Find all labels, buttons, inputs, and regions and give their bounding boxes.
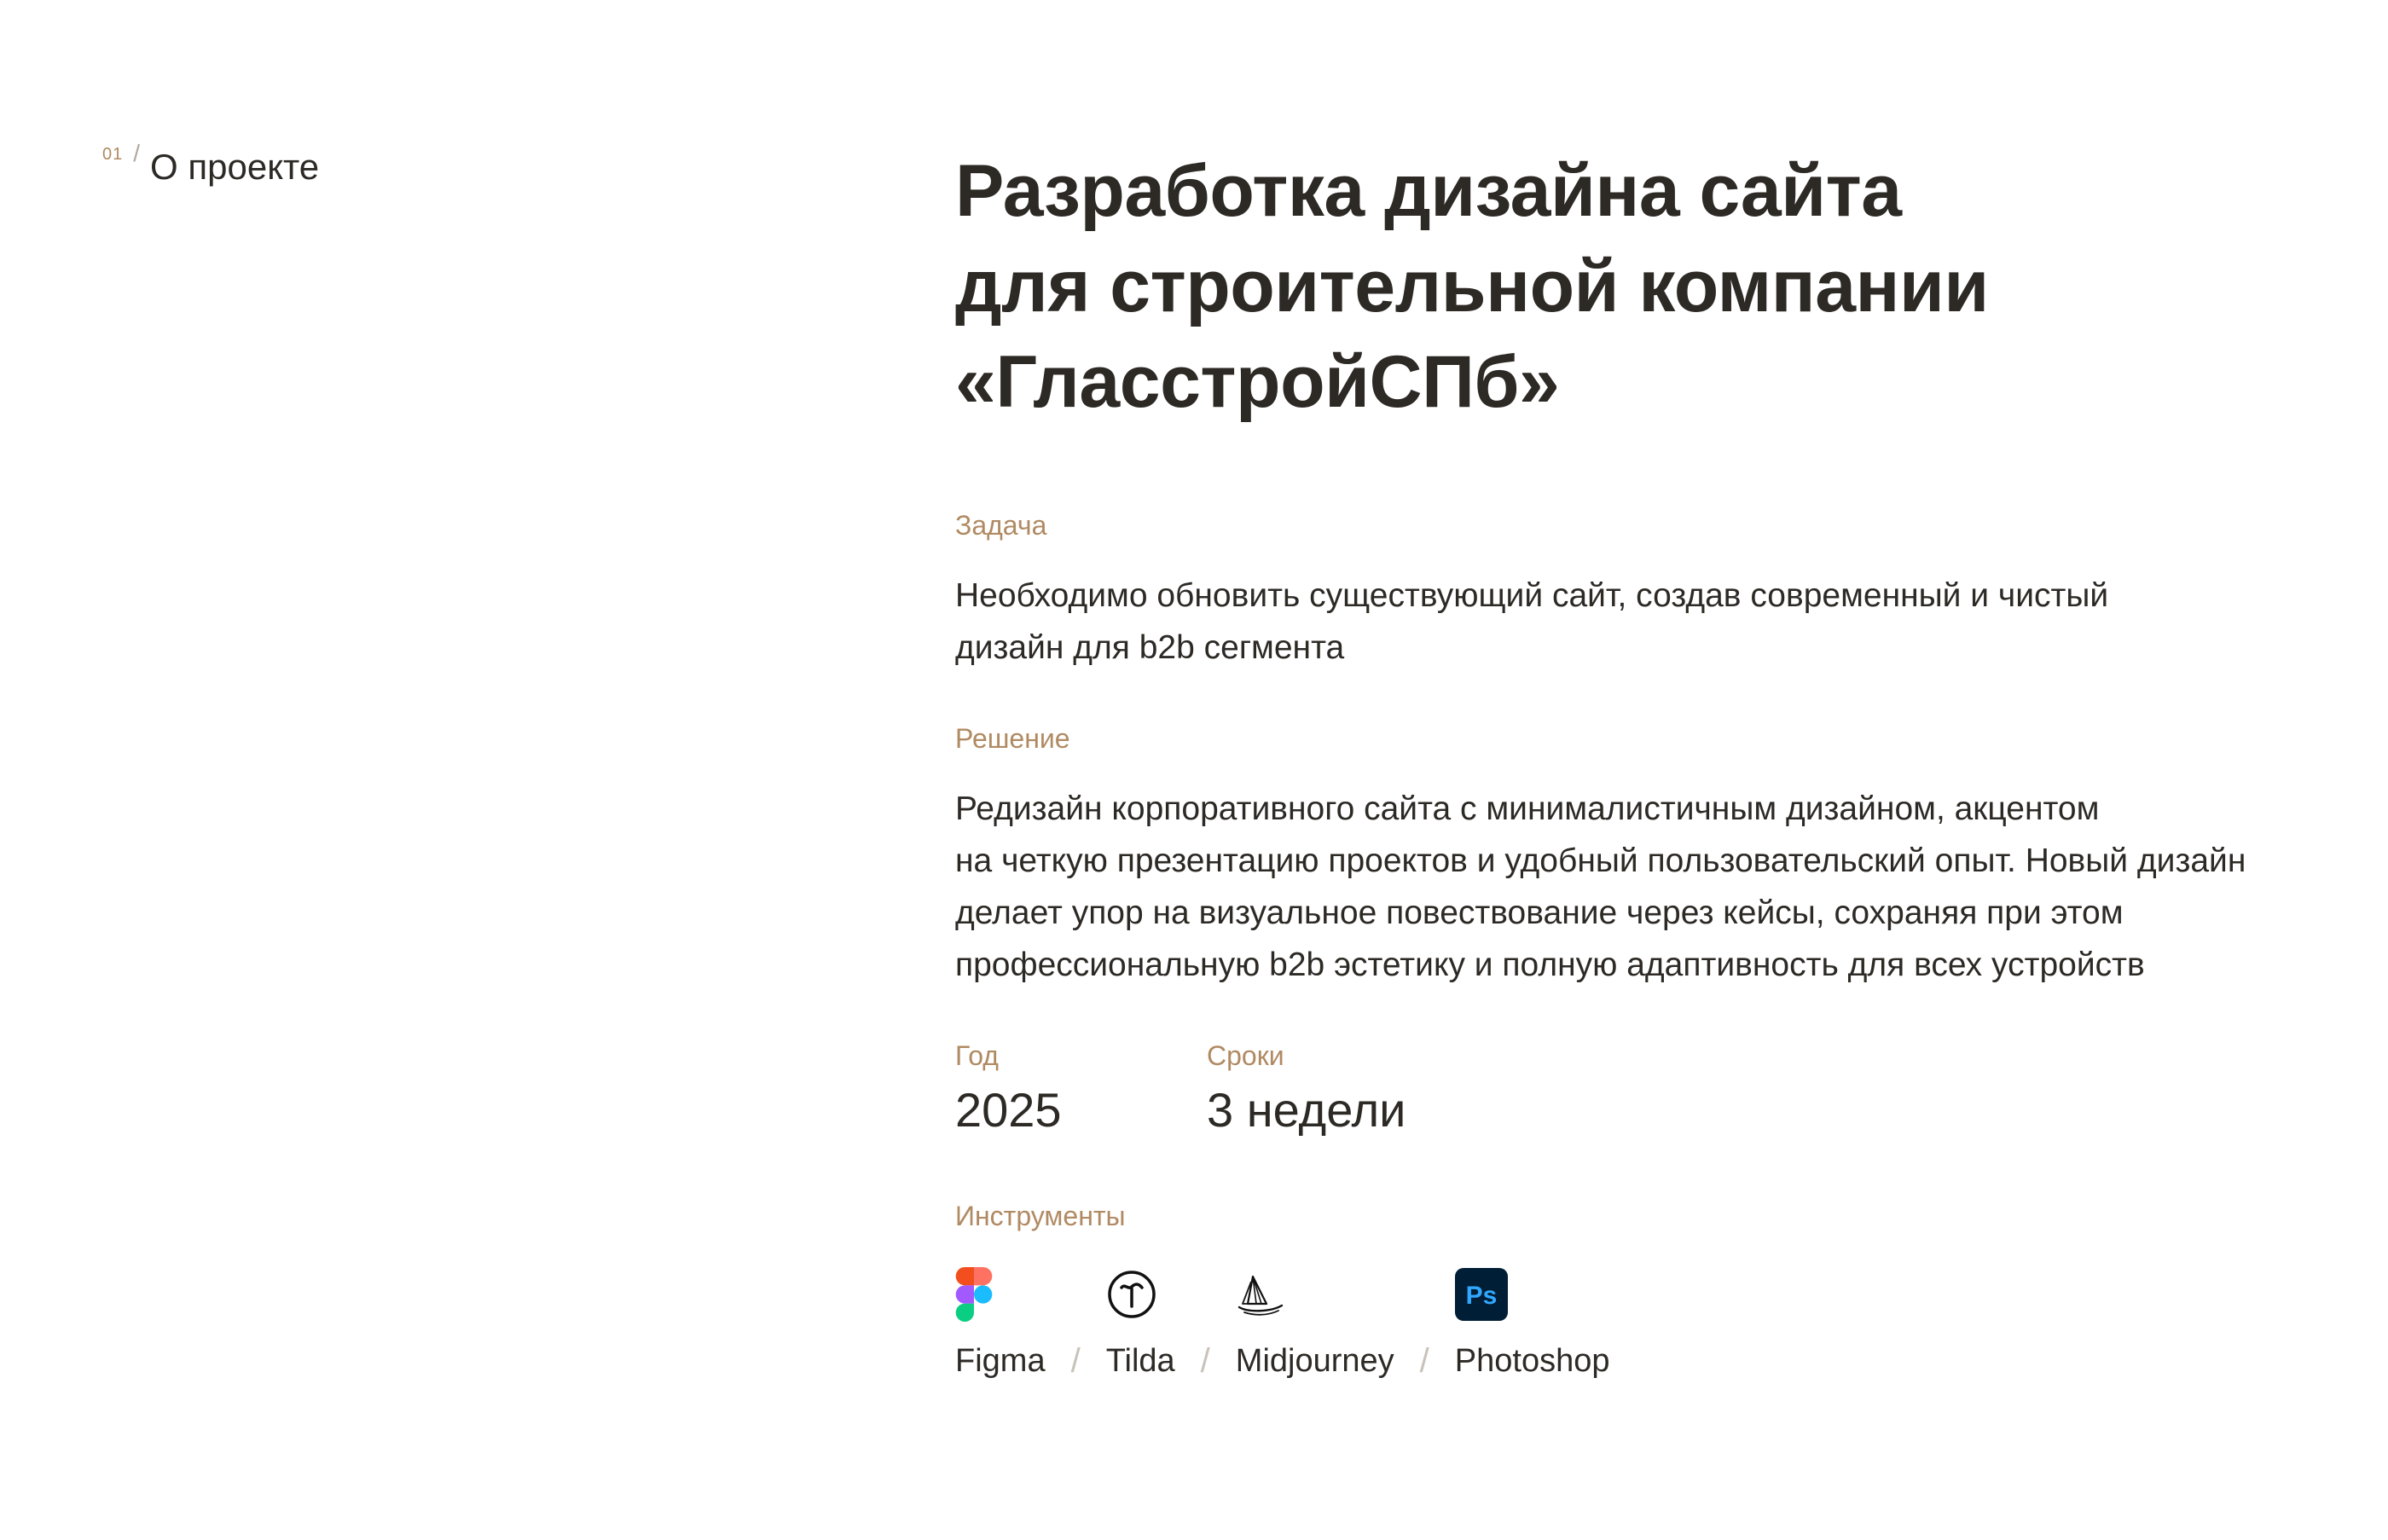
- tool-separator: /: [1419, 1342, 1429, 1380]
- photoshop-icon-text: Ps: [1465, 1282, 1498, 1310]
- section-separator: /: [133, 140, 141, 166]
- tools-list: [955, 1267, 1610, 1381]
- task-label: Задача: [955, 510, 1047, 541]
- tool-midjourney: [1236, 1267, 1394, 1381]
- meta-year: [955, 1040, 1207, 1140]
- project-meta: [955, 1040, 1458, 1140]
- tool-name: Midjourney: [1235, 1343, 1394, 1379]
- photoshop-icon: [1455, 1267, 1508, 1322]
- figma-icon: [955, 1267, 993, 1322]
- year-label: Год: [955, 1040, 999, 1071]
- page-title: Разработка дизайна сайта для строительной компании «ГласстройСПб»: [955, 150, 1989, 423]
- duration-label: Сроки: [1207, 1040, 1284, 1071]
- section-number: 01: [102, 145, 124, 164]
- task-text: Необходимо обновить существующий сайт, создав современный и чистый дизайн для b2b сегмента: [955, 577, 2109, 666]
- year-value: 2025: [955, 1083, 1062, 1137]
- tools-label: Инструменты: [955, 1201, 1126, 1231]
- solution-text: Редизайн корпоративного сайта с минималистичным дизайном, акцентом на четкую презентацию проектов и удобный пользовательский опыт. Новый дизайн делает упор на визуальное повествование через кейсы, сохраняя при этом профессиональную b2b эстетику и полную адаптивность для всех устройств: [955, 790, 2246, 983]
- tool-photoshop: [1455, 1267, 1610, 1381]
- tool-name: Tilda: [1105, 1343, 1175, 1379]
- tool-separator: /: [1070, 1342, 1081, 1380]
- duration-value: 3 недели: [1207, 1083, 1406, 1137]
- section-label: [102, 142, 319, 188]
- meta-duration: [1207, 1040, 1458, 1140]
- tool-name: Figma: [955, 1343, 1046, 1379]
- tool-separator: /: [1200, 1342, 1210, 1380]
- tool-tilda: [1106, 1267, 1175, 1381]
- tool-name: Photoshop: [1454, 1343, 1610, 1379]
- project-info: [955, 143, 2320, 1380]
- section-title: О проекте: [150, 147, 320, 187]
- tilda-icon: [1106, 1267, 1157, 1322]
- midjourney-icon: [1236, 1267, 1285, 1322]
- solution-label: Решение: [955, 723, 1070, 754]
- tool-figma: [955, 1267, 1046, 1381]
